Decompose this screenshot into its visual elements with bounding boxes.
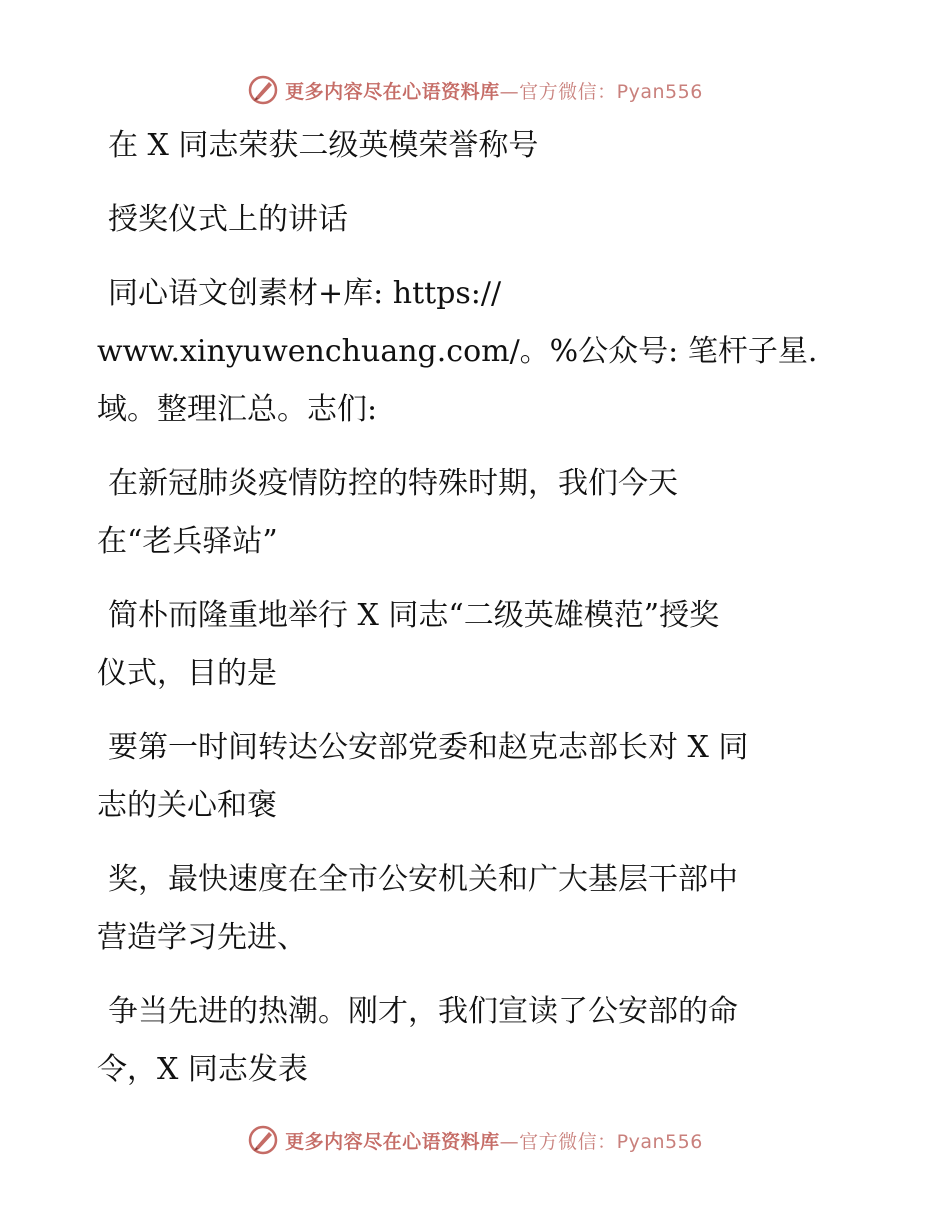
footer-watermark [0, 1120, 950, 1160]
quill-logo-icon [247, 1124, 279, 1156]
body-line: 域。整理汇总。志们: [97, 392, 378, 427]
body-line: 仪式，目的是 [97, 656, 277, 691]
watermark-text-rest: —官方微信：Pyan556 [499, 1130, 703, 1153]
watermark-text-bold: 更多内容尽在心语资料库 [285, 80, 500, 103]
body-line: 奖，最快速度在全市公安机关和广大基层干部中 [108, 862, 738, 897]
body-line: 令，X 同志发表 [97, 1052, 308, 1087]
title-line-1: 在 X 同志荣获二级英模荣誉称号 [108, 128, 539, 163]
watermark-text-rest: —官方微信：Pyan556 [499, 80, 703, 103]
body-line: 同心语文创素材+库: https:// [108, 276, 502, 311]
title-line-2: 授奖仪式上的讲话 [108, 202, 348, 237]
body-line: 在“老兵驿站” [97, 524, 278, 559]
body-line: 简朴而隆重地举行 X 同志“二级英雄模范”授奖 [108, 598, 720, 633]
body-line: 志的关心和褒 [97, 788, 277, 823]
body-line: 在新冠肺炎疫情防控的特殊时期，我们今天 [108, 466, 678, 501]
watermark-text [285, 1127, 703, 1154]
footer-watermark-inner [247, 1124, 703, 1156]
body-line: 要第一时间转达公安部党委和赵克志部长对 X 同 [108, 730, 749, 765]
body-line: 争当先进的热潮。刚才，我们宣读了公安部的命 [108, 994, 738, 1029]
body-line: www.xinyuwenchuang.com/。%公众号: 笔杆子星. [97, 334, 818, 369]
watermark-text-bold: 更多内容尽在心语资料库 [285, 1130, 500, 1153]
body-line: 营造学习先进、 [97, 920, 307, 955]
